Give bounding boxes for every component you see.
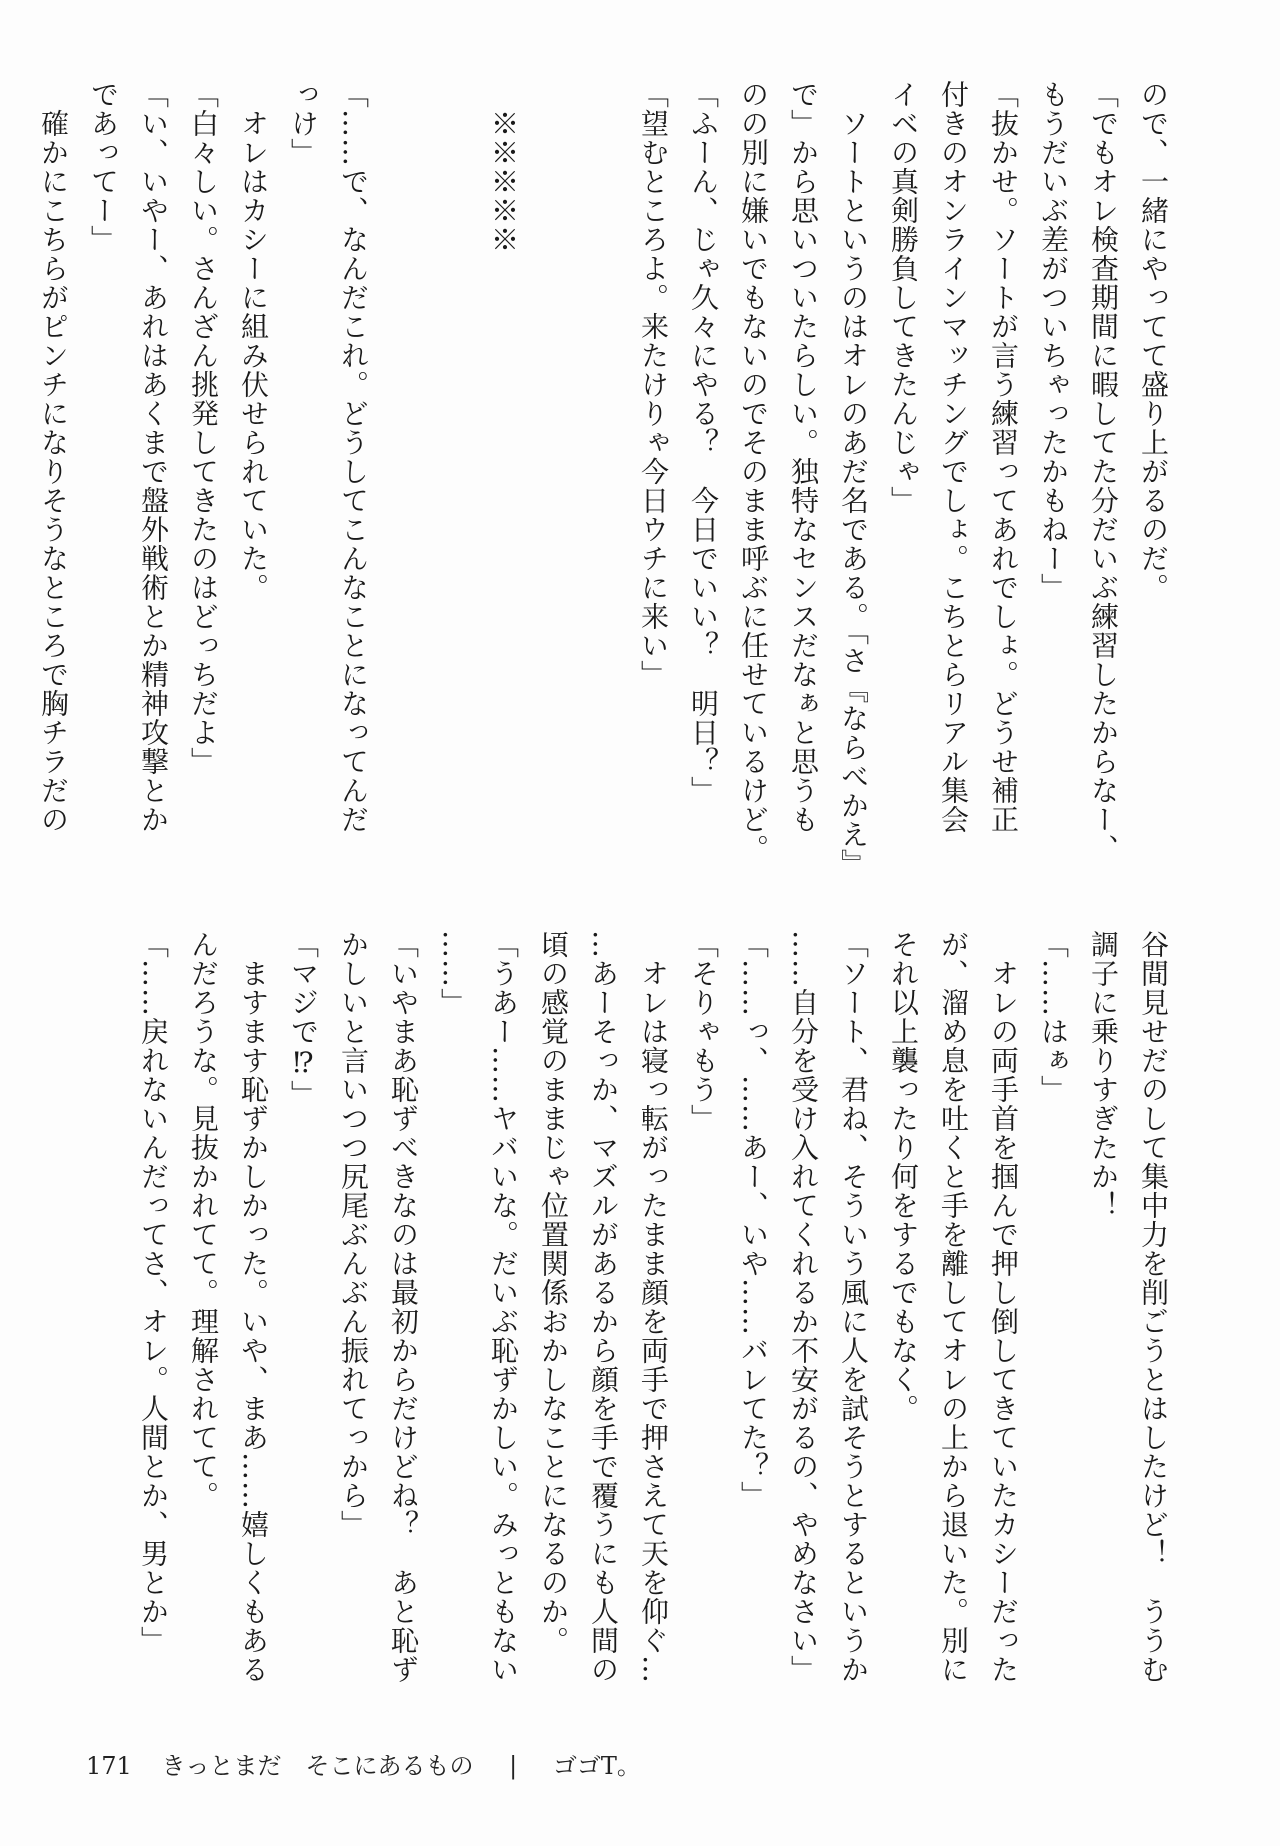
text-line: であってー」 bbox=[87, 80, 120, 254]
text-line: 「でもオレ検査期間に暇してた分だいぶ練習したからなー、 bbox=[1087, 80, 1120, 863]
page-number: 171 bbox=[86, 1752, 132, 1780]
text-line: 「い、いやー、あれはあくまで盤外戦術とか精神攻撃とか bbox=[137, 80, 170, 834]
text-line: ソートというのはオレのあだ名である。「さ『ならべかえ』 bbox=[837, 80, 870, 878]
text-line: ……自分を受け入れてくれるか不安がるの、やめなさい」 bbox=[787, 930, 820, 1684]
author-name: ゴゴT。 bbox=[552, 1752, 641, 1780]
text-line: 「うあー……ヤバいな。だいぶ恥ずかしい。みっともない bbox=[487, 930, 520, 1684]
text-line: もうだいぶ差がついちゃったかもねー」 bbox=[1037, 80, 1070, 602]
text-line: それ以上襲ったり何をするでもなく。 bbox=[887, 930, 920, 1423]
text-line: ※※※※※ bbox=[487, 80, 520, 254]
text-block-bottom bbox=[137, 930, 1178, 1684]
text-line: 「ソート、君ね、そういう風に人を試そうとするというか bbox=[837, 930, 870, 1684]
text-line: 「……戻れないんだってさ、オレ。人間とか、男とか」 bbox=[137, 930, 170, 1655]
text-line: 「抜かせ。ソートが言う練習ってあれでしょ。どうせ補正 bbox=[987, 80, 1020, 834]
text-line: オレは寝っ転がったまま顔を両手で押さえて天を仰ぐ… bbox=[637, 930, 670, 1684]
text-line: 「ふーん、じゃ久々にやる？ 今日でいい？ 明日？」 bbox=[687, 80, 720, 805]
text-line: 「……で、なんだこれ。どうしてこんなことになってんだ bbox=[337, 80, 370, 834]
text-line: かしいと言いつつ尻尾ぶんぶん振れてっから」 bbox=[337, 930, 370, 1539]
text-line: 「そりゃもう」 bbox=[687, 930, 720, 1133]
page-footer bbox=[86, 1746, 663, 1781]
text-line bbox=[528, 80, 578, 900]
text-line bbox=[378, 80, 428, 900]
text-line: オレはカシーに組み伏せられていた。 bbox=[237, 80, 270, 602]
text-line: 谷間見せだのして集中力を削ごうとはしたけど！ ううむ bbox=[1137, 930, 1170, 1684]
text-line: ……」 bbox=[437, 930, 470, 1017]
text-block-top bbox=[37, 80, 1178, 900]
text-line: が、溜め息を吐くと手を離してオレの上から退いた。別に bbox=[937, 930, 970, 1684]
text-line: のの別に嫌いでもないのでそのまま呼ぶに任せているけど。 bbox=[737, 80, 770, 863]
text-line: 「望むところよ。来たけりゃ今日ウチに来い」 bbox=[637, 80, 670, 689]
text-line: 付きのオンラインマッチングでしょ。こちとらリアル集会 bbox=[937, 80, 970, 834]
text-line: オレの両手首を掴んで押し倒してきていたカシーだった bbox=[987, 930, 1020, 1684]
text-line bbox=[578, 80, 628, 900]
text-line: 調子に乗りすぎたか！ bbox=[1087, 930, 1120, 1220]
text-line: 「いやまあ恥ずべきなのは最初からだけどね？ あと恥ず bbox=[387, 930, 420, 1684]
text-line: んだろうな。見抜かれてて。理解されてて。 bbox=[187, 930, 220, 1510]
footer-separator: | bbox=[509, 1752, 518, 1780]
text-line: っけ」 bbox=[287, 80, 320, 167]
text-line: …あーそっか、マズルがあるから顔を手で覆うにも人間の bbox=[587, 930, 620, 1684]
text-line: 確かにこちらがピンチになりそうなところで胸チラだの bbox=[37, 80, 70, 834]
text-line: 「マジで⁉」 bbox=[287, 930, 320, 1109]
text-line: ますます恥ずかしかった。いや、まあ……嬉しくもある bbox=[237, 930, 270, 1684]
text-line: 「白々しい。さんざん挑発してきたのはどっちだよ」 bbox=[187, 80, 220, 776]
text-line: で」から思いついたらしい。独特なセンスだなぁと思うも bbox=[787, 80, 820, 834]
text-line: 「……っ、……あー、いや……バレてた？」 bbox=[737, 930, 770, 1510]
text-line: 頃の感覚のままじゃ位置関係おかしなことになるのか。 bbox=[537, 930, 570, 1655]
text-line bbox=[428, 80, 478, 900]
text-line: 「……はぁ」 bbox=[1037, 930, 1070, 1104]
text-line: イベの真剣勝負してきたんじゃ」 bbox=[887, 80, 920, 515]
book-title: きっとまだ そこにあるもの bbox=[161, 1752, 474, 1780]
text-line: ので、一緒にやってて盛り上がるのだ。 bbox=[1137, 80, 1170, 602]
